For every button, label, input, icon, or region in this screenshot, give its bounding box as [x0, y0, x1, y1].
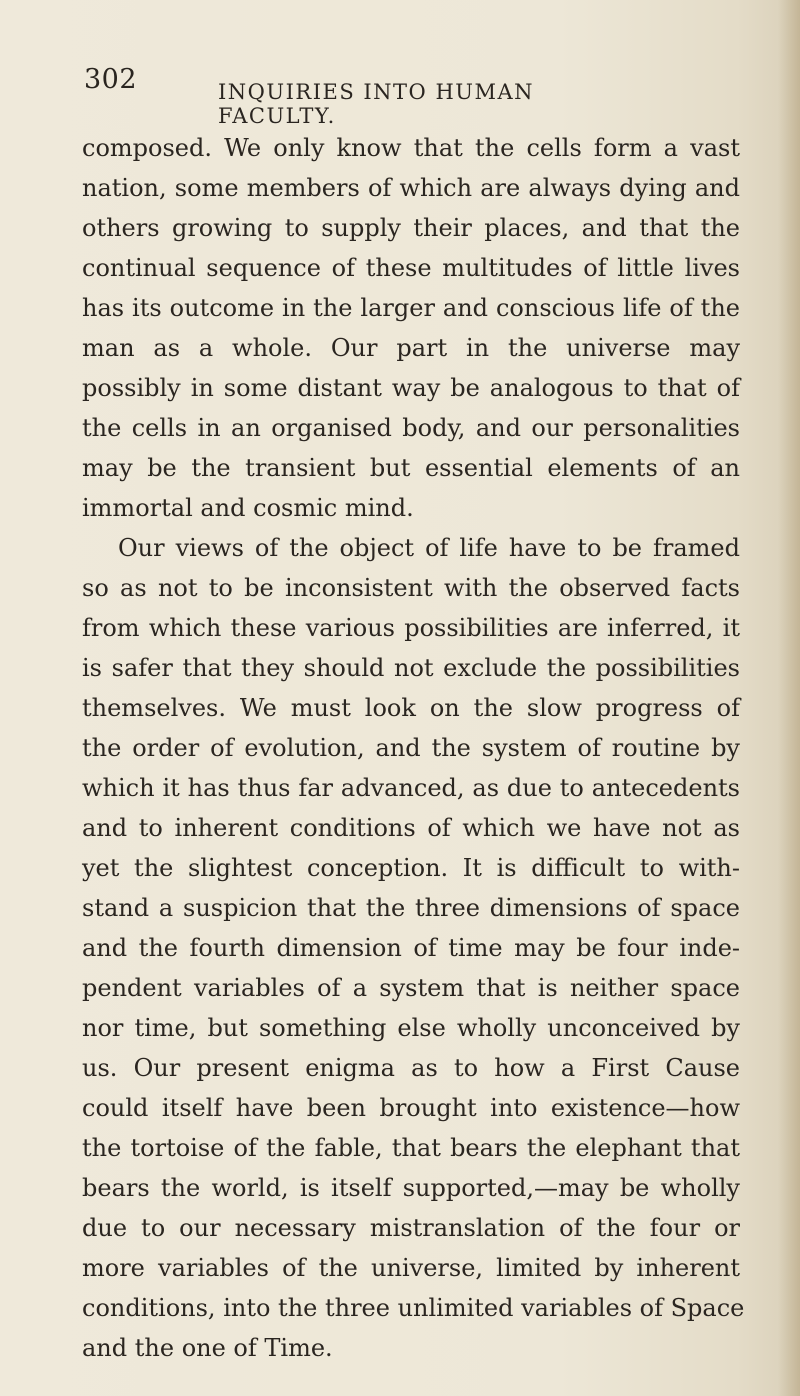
text-line: possibly in some distant way be analogous to that of: [82, 374, 740, 402]
text-line: us. Our present enigma as to how a First Cause: [82, 1054, 740, 1082]
page-edge-shadow: [778, 0, 800, 1396]
paragraph-start-line: Our views of the object of life have to be framed: [118, 534, 740, 562]
text-line: from which these various possibilities are inferred, it: [82, 614, 740, 642]
text-line: due to our necessary mistranslation of the four or: [82, 1214, 740, 1242]
text-line: may be the transient but essential elements of an: [82, 454, 740, 482]
text-line: stand a suspicion that the three dimensions of space: [82, 894, 740, 922]
text-line: so as not to be inconsistent with the observed facts: [82, 574, 740, 602]
text-line: is safer that they should not exclude the possibilities: [82, 654, 740, 682]
text-line: has its outcome in the larger and conscious life of the: [82, 294, 740, 322]
text-line: bears the world, is itself supported,—may be wholly: [82, 1174, 740, 1202]
text-line: the tortoise of the fable, that bears the elephant that: [82, 1134, 740, 1162]
paragraph-end-line: immortal and cosmic mind.: [82, 494, 414, 522]
text-line: the order of evolution, and the system of routine by: [82, 734, 740, 762]
text-line: could itself have been brought into existence—how: [82, 1094, 740, 1122]
text-line: composed. We only know that the cells form a vast: [82, 134, 740, 162]
text-line: nor time, but something else wholly unconceived by: [82, 1014, 740, 1042]
paragraph-end-line: and the one of Time.: [82, 1334, 333, 1362]
text-line: pendent variables of a system that is neither space: [82, 974, 740, 1002]
text-line: others growing to supply their places, and that the: [82, 214, 740, 242]
body-text: [82, 128, 745, 1368]
text-line: themselves. We must look on the slow progress of: [82, 694, 740, 722]
text-line: which it has thus far advanced, as due to antecedents: [82, 774, 740, 802]
text-line: the cells in an organised body, and our personalities: [82, 414, 740, 442]
text-line: more variables of the universe, limited by inherent: [82, 1254, 740, 1282]
text-line: yet the slightest conception. It is difficult to with-: [82, 854, 740, 882]
page-number: 302: [84, 64, 138, 95]
text-line: conditions, into the three unlimited variables of Space: [82, 1294, 745, 1322]
text-line: continual sequence of these multitudes of little lives: [82, 254, 740, 282]
page-header: [84, 64, 644, 128]
text-line: man as a whole. Our part in the universe may: [82, 334, 740, 362]
text-line: nation, some members of which are always dying and: [82, 174, 740, 202]
text-line: and the fourth dimension of time may be four inde-: [82, 934, 740, 962]
text-line: and to inherent conditions of which we have not as: [82, 814, 740, 842]
running-head: INQUIRIES INTO HUMAN FACULTY.: [218, 80, 535, 128]
